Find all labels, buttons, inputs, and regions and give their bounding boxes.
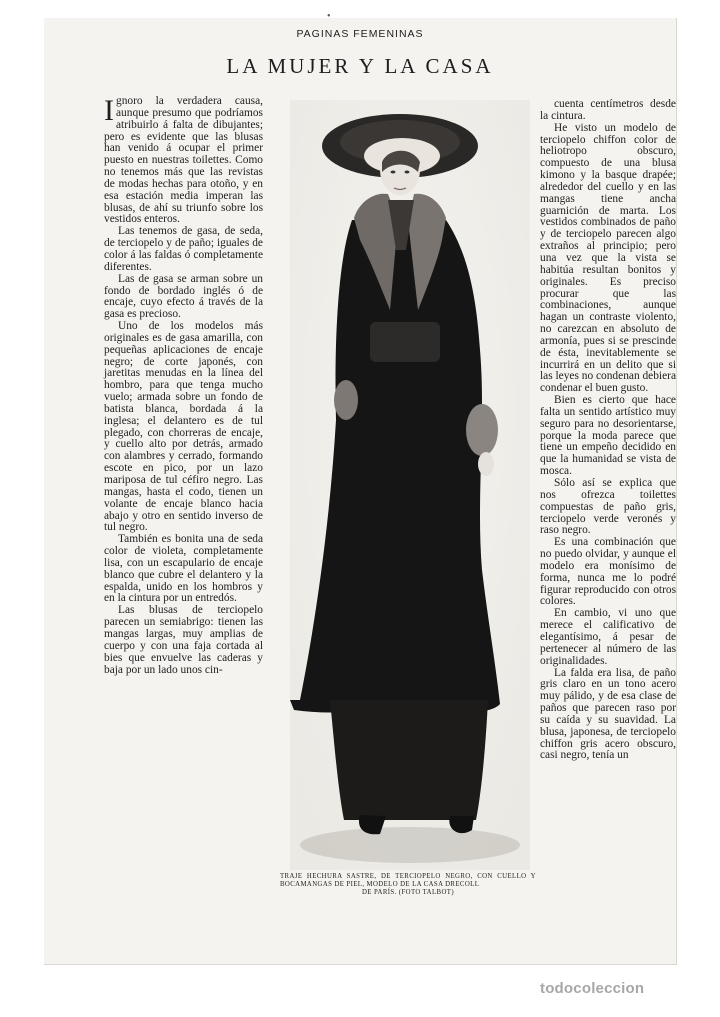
- paragraph-12: La falda era lisa, de paño gris claro en un tono acero muy pálido, y de esa clase de paños que parecen raso por su caída y su suavidad. La blusa, japonesa, de terciopelo chiffon gris acero obscuro, casi negro, tenía un: [540, 666, 676, 762]
- paragraph-11: En cambio, vi uno que merece el calificativo de elegantísimo, á pesar de pertenecer al número de las originalidades.: [540, 607, 676, 667]
- right-text-column: [540, 99, 676, 762]
- article-title: LA MUJER Y LA CASA: [226, 54, 494, 78]
- paragraph-4: Uno de los modelos más originales es de gasa amarilla, con pequeñas aplicaciones de encaje negro; de corte japonés, con jaretitas menudas en la línea del hombro, para que tenga mucho vuelo; armada sobre un fondo de batista blanca, bordada á la inglesa; el delantero es de tul plegado, con chorreras de encaje, y cuello alto por detrás, armado con alambres y cerrado, formando escote en pico, por un lazo mariposa de tul céfiro negro. Las mangas, hasta el codo, tienen un volante de encaje blanco hacia abajo y otro en sentido inverso de tul negro.: [104, 320, 263, 534]
- paragraph-10: Es una combinación que no puedo olvidar, y aunque el modelo era monísimo de forma, nunca me lo podré figurar reproducido con otros colores.: [540, 536, 676, 608]
- paragraph-continuation: cuenta centímetros desde la cintura.: [540, 98, 676, 122]
- paragraph-7: He visto un modelo de terciopelo chiffon color de heliotropo obscuro, compuesto de una blusa kimono y la basque drapée; alrededor del cuello y en las mangas tiene ancha guarnición de marta. Los vestidos combinados de paño y de terciopelo parecen algo extraños al principio; pero una vez que la vista se habitúa resultan bonitos y originales. Es preciso procurar que las combinaciones, aunque hagan un contraste violento, no carezcan en absoluto de armonía, pues si se prescinde de ésta, inevitablemente se incurrirá en un delito que si las leyes no condenan debiera condenar el buen gusto.: [540, 121, 676, 395]
- fashion-photo: [290, 100, 530, 870]
- caption-source: DE PARÍS. (FOTO TALBOT): [362, 889, 454, 897]
- paragraph-9: Sólo así se explica que nos ofrezca toilettes compuestas de paño gris, terciopelo verde veronés y raso negro.: [540, 477, 676, 537]
- left-text-column: [104, 96, 263, 676]
- photo-caption: [280, 873, 536, 898]
- paragraph-3: Las de gasa se arman sobre un fondo de bordado inglés ó de encaje, cuyo efecto á través de la gasa es precioso.: [104, 272, 263, 321]
- section-label: PAGINAS FEMENINAS: [296, 28, 424, 40]
- paragraph-5: También es bonita una de seda color de violeta, completamente lisa, con un escapulario de encaje blanco que cubre el delantero y la espalda, unido en los hombros y en la cintura por un entredós.: [104, 533, 263, 605]
- paragraph-2: Las tenemos de gasa, de seda, de terciopelo y de paño; iguales de color á las faldas ó completamente diferentes.: [104, 225, 263, 273]
- woman-figure-illustration: [290, 100, 530, 870]
- caption-main: TRAJE HECHURA SASTRE, DE TERCIOPELO NEGRO, CON CUELLO Y BOCAMANGAS DE PIEL, MODELO DE LA CASA DRECOLL: [280, 873, 536, 889]
- page-corner-mark: •: [327, 11, 331, 22]
- drop-cap: I: [104, 94, 114, 127]
- paragraph-6: Las blusas de terciopelo parecen un semiabrigo: tienen las mangas largas, muy amplias de cuerpo y con una faja cortada al bies que envuelve las caderas y baja por un lado unos cin-: [104, 604, 263, 676]
- paragraph-1: Ignoro la verdadera causa, aunque presumo que podríamos atribuirlo á falta de dibujantes; pero es evidente que las blusas han venido á ocupar el primer puesto en nuestras toilettes. Como no tenemos más que las revistas de modas hechas para otoño, y en esa estación media imperan las blusas, de ahí su triunfo sobre los vestidos enteros.: [104, 94, 263, 226]
- paragraph-8: Bien es cierto que hace falta un sentido artístico muy seguro para no desorientarse, porque la moda parece que tiene un empeño decidido en que la humanidad se vista de mosca.: [540, 394, 676, 478]
- watermark-logo: todocoleccion: [540, 980, 645, 997]
